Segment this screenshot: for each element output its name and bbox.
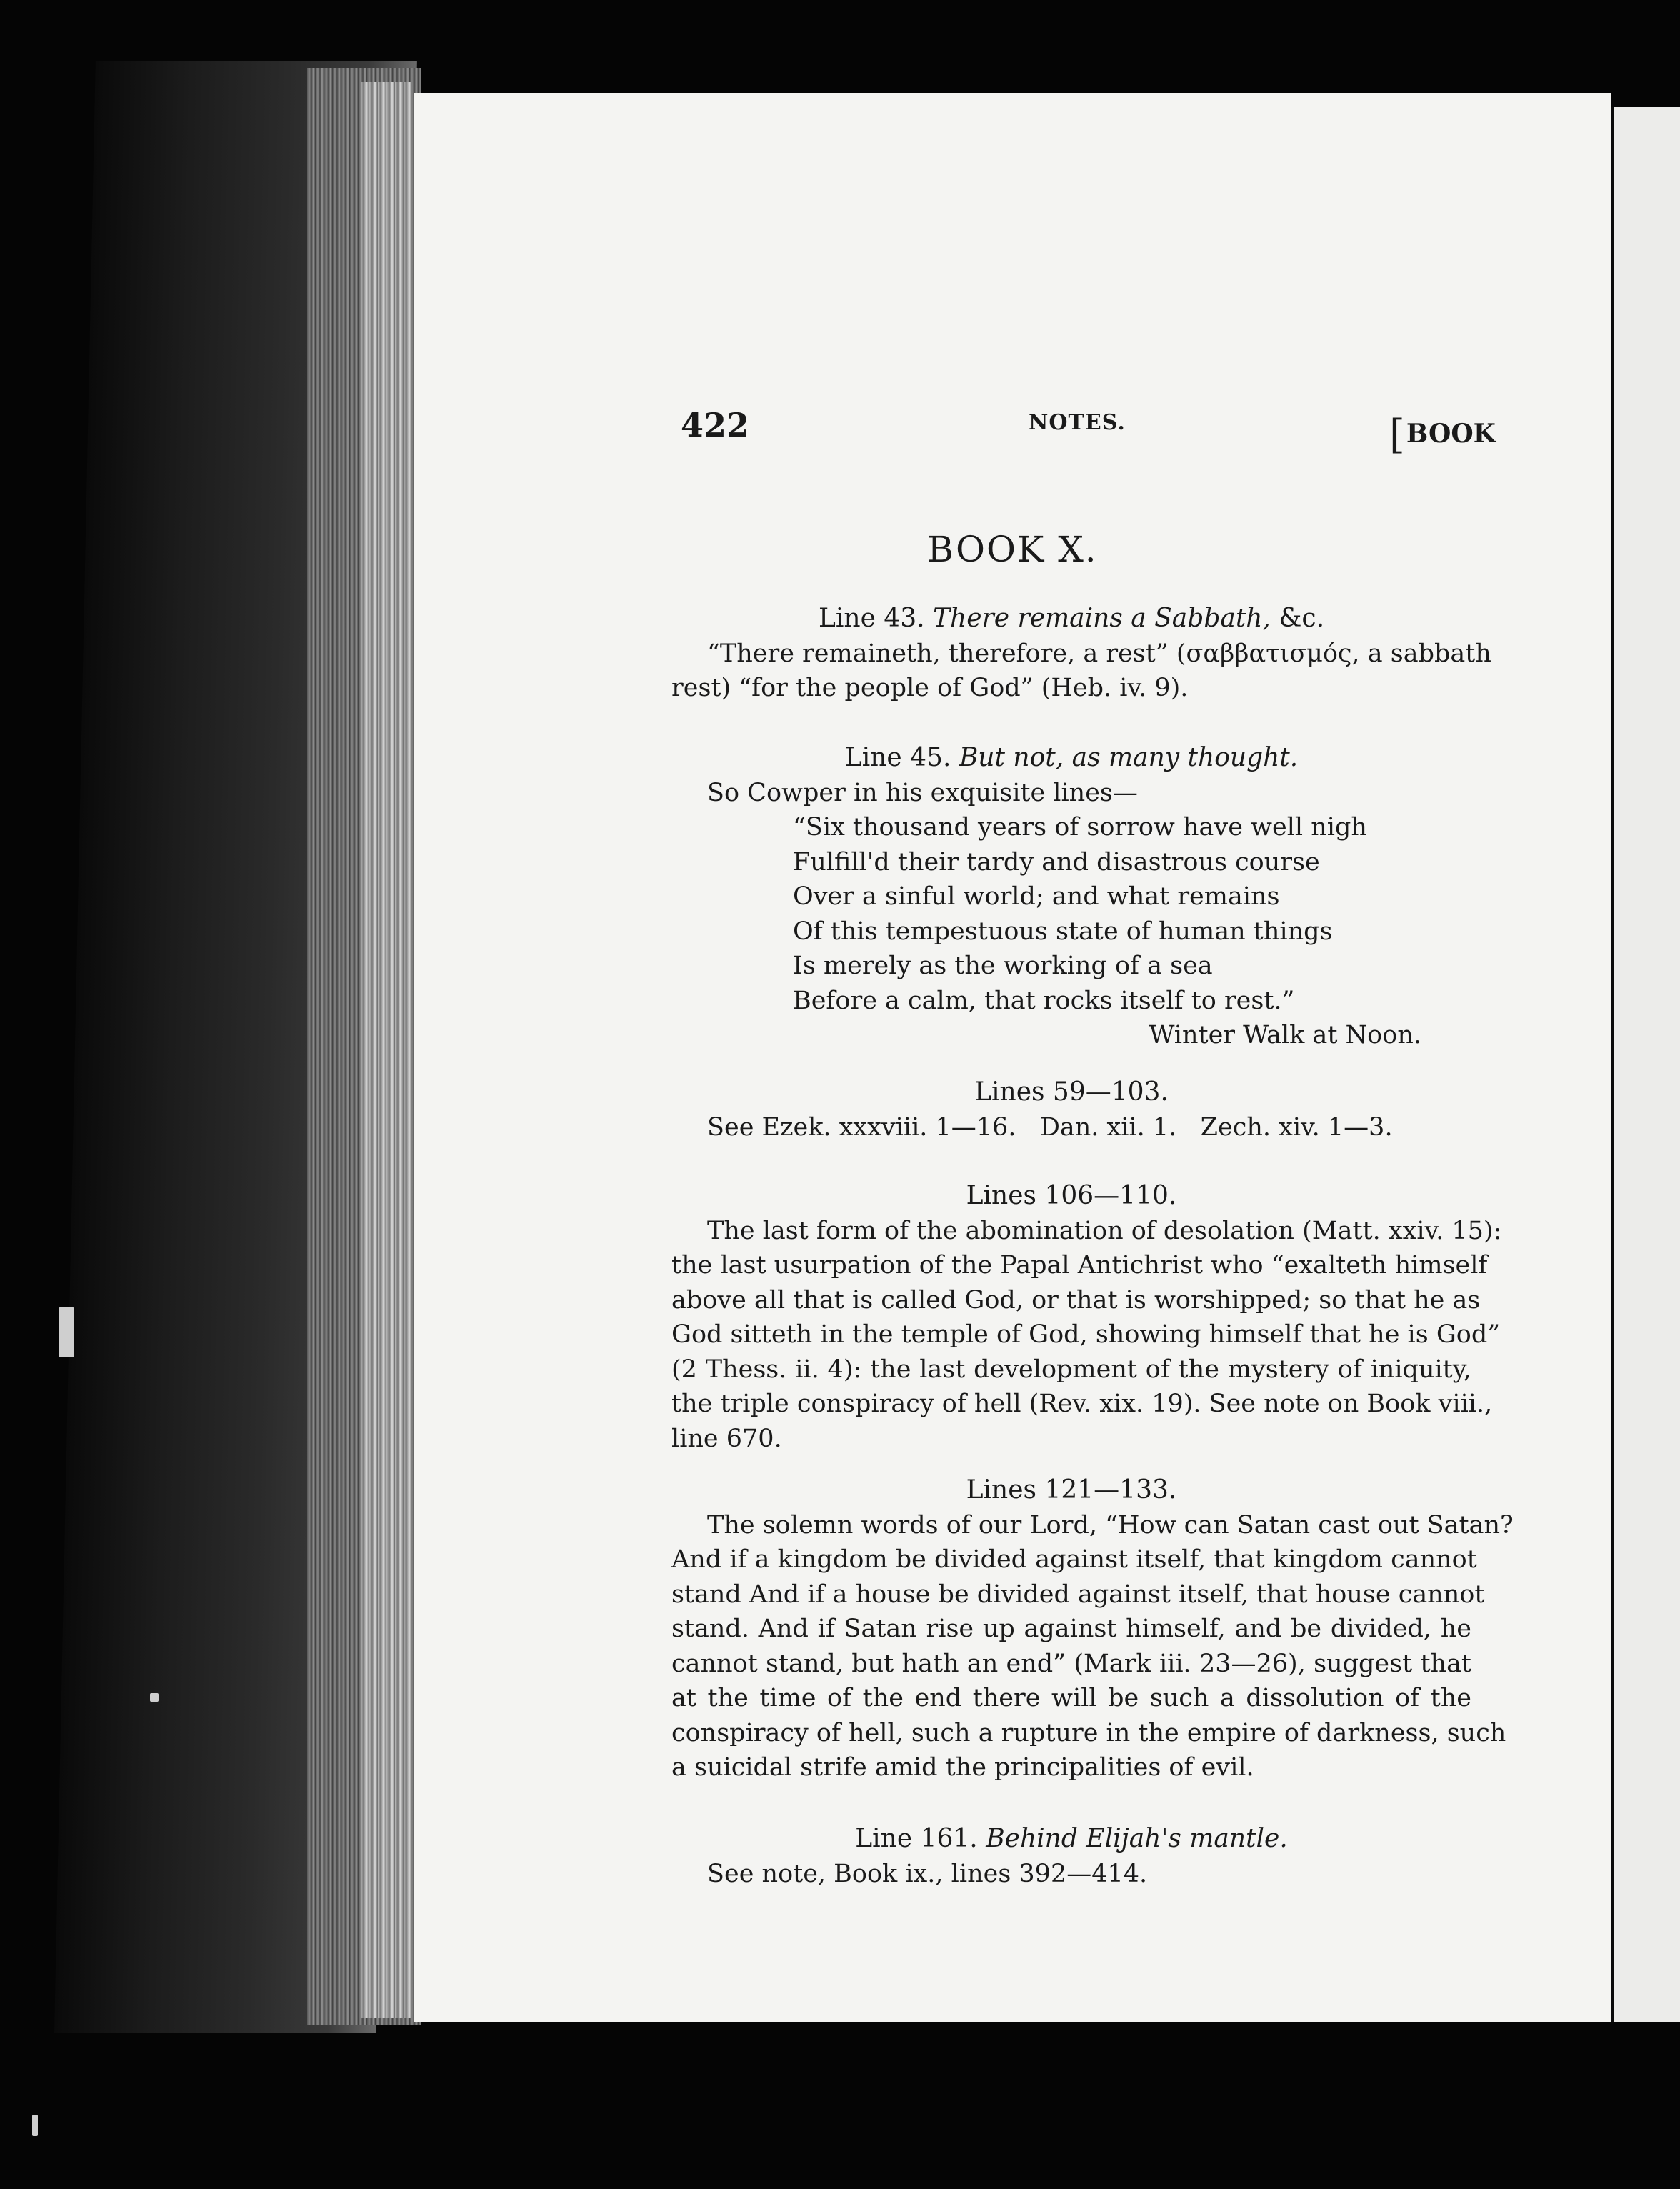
dust-speck <box>59 1307 74 1357</box>
page-stack-inner-edges <box>361 82 411 2018</box>
book-tag-label: BOOK <box>1406 419 1496 449</box>
note-heading <box>671 602 1471 637</box>
poem-line: Of this tempestuous state of human things <box>793 917 1333 946</box>
note-line-45 <box>671 741 1471 1053</box>
poem-attribution: Winter Walk at Noon. <box>1149 1021 1421 1049</box>
note-heading: Lines 121—133. <box>966 1475 1177 1505</box>
note-text-line: cannot stand, but hath an end” (Mark iii. 23—26), suggest that <box>671 1649 1471 1678</box>
heading-suffix: &c. <box>1270 604 1325 633</box>
poem-line: Is merely as the working of a sea <box>793 952 1213 980</box>
note-text-line: at the time of the end there will be such a dissolution of the <box>671 1684 1471 1712</box>
heading-prefix: Line 43. <box>818 604 925 633</box>
note-text-line: stand. And if Satan rise up against himself, and be divided, he <box>671 1615 1471 1643</box>
note-text-line: “There remaineth, therefore, a rest” (σαββατισμός, a sabbath <box>707 639 1491 668</box>
note-line-161 <box>671 1822 1471 1891</box>
note-text-line: The last form of the abomination of desolation (Matt. xxiv. 15): <box>707 1216 1502 1245</box>
book-page <box>414 93 1611 2022</box>
note-text-line: conspiracy of hell, such a rupture in the empire of darkness, such <box>671 1718 1506 1747</box>
heading-italic: There remains a Sabbath, <box>933 604 1271 633</box>
note-intro: So Cowper in his exquisite lines— <box>707 778 1138 807</box>
note-text-line: the triple conspiracy of hell (Rev. xix. 19). See note on Book viii., <box>671 1390 1493 1418</box>
note-lines-59-103 <box>671 1075 1471 1145</box>
note-lines-121-133 <box>671 1473 1514 1785</box>
note-text-line: And if a kingdom be divided against itself, that kingdom cannot <box>671 1545 1477 1574</box>
poem-line: “Six thousand years of sorrow have well nigh <box>793 813 1367 842</box>
page-header <box>414 406 1611 458</box>
note-heading <box>671 1822 1471 1857</box>
poem-line: Over a sinful world; and what remains <box>793 882 1280 911</box>
bracket-glyph: [ <box>1389 412 1405 458</box>
note-text-line: above all that is called God, or that is worshipped; so that he as <box>671 1285 1481 1315</box>
heading-prefix: Line 45. <box>844 743 951 772</box>
note-line-43 <box>671 602 1491 706</box>
note-text-line: the last usurpation of the Papal Antichrist who “exalteth himself <box>671 1251 1488 1280</box>
heading-italic: Behind Elijah's mantle. <box>986 1824 1288 1853</box>
note-heading: Lines 59—103. <box>974 1077 1169 1107</box>
note-text-line: God sitteth in the temple of God, showing himself that he is God” <box>671 1320 1501 1349</box>
note-text-line: (2 Thess. ii. 4): the last development of the mystery of iniquity, <box>671 1355 1471 1384</box>
note-text-line: See Ezek. xxxviii. 1—16. Dan. xii. 1. Zech. xiv. 1—3. <box>707 1112 1393 1142</box>
page-number: 422 <box>681 406 750 444</box>
note-text-line: rest) “for the people of God” (Heb. iv. 9). <box>671 674 1189 702</box>
heading-italic: But not, as many thought. <box>959 743 1299 772</box>
heading-prefix: Line 161. <box>855 1824 978 1853</box>
dust-speck <box>32 2115 38 2136</box>
note-text-line: See note, Book ix., lines 392—414. <box>707 1859 1148 1888</box>
book-tag <box>1389 406 1496 458</box>
poem-line: Before a calm, that rocks itself to rest.” <box>793 986 1295 1015</box>
note-text-line: line 670. <box>671 1424 782 1453</box>
running-head: NOTES. <box>1029 410 1126 435</box>
note-text-line: stand And if a house be divided against itself, that house cannot <box>671 1580 1485 1609</box>
note-text-line: a suicidal strife amid the principalities of evil. <box>671 1753 1254 1782</box>
note-heading: Lines 106—110. <box>966 1181 1177 1210</box>
facing-page-edge <box>1604 107 1680 2022</box>
book-title: BOOK X. <box>927 529 1098 570</box>
poem-line: Fulfill'd their tardy and disastrous course <box>793 847 1320 877</box>
page-content <box>414 93 1611 2022</box>
note-text-line: The solemn words of our Lord, “How can Satan cast out Satan? <box>707 1510 1514 1540</box>
note-heading <box>671 741 1471 776</box>
dust-speck <box>150 1693 159 1702</box>
note-lines-106-110 <box>671 1179 1502 1456</box>
